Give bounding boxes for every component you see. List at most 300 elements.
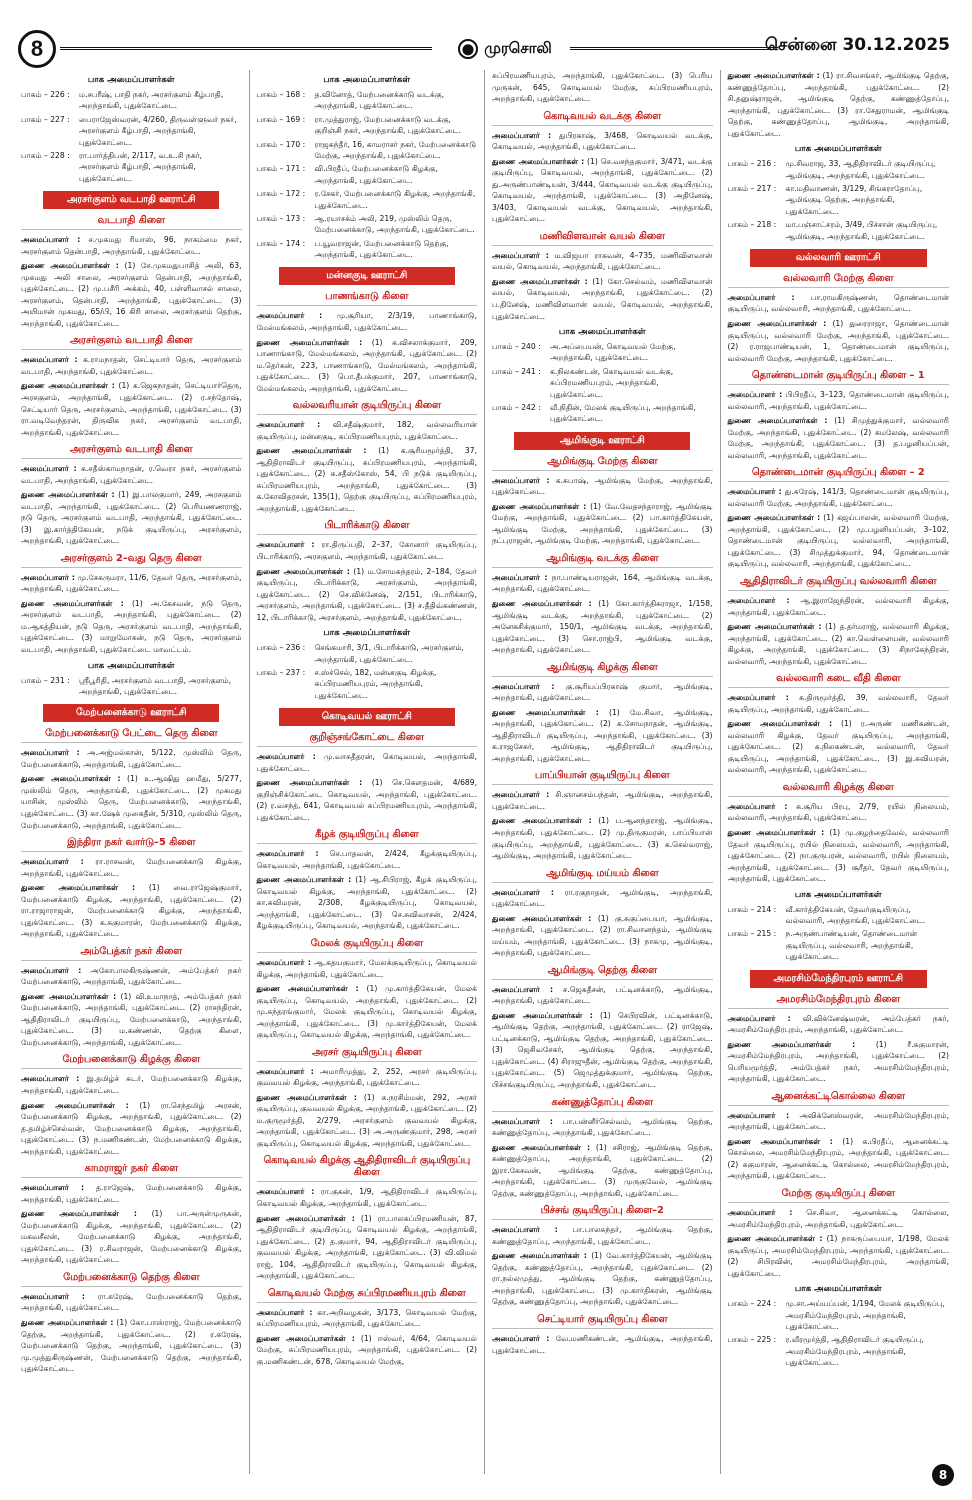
branch-title: செட்டியார் குடியிருப்பு கிளை [492,1314,713,1329]
ward-number: பாகம் – 173 : [256,213,306,223]
panchayat-banner: மேற்பனைக்காடு ஊராட்சி [43,704,219,722]
member-entry [728,1013,950,1036]
entry-text: மு.சேகருமரா, 11/6, தேவர் தெரு, அரசர்குளம், அறந்தாங்கி, புதுக்கோட்டை. [21,572,242,594]
ward-member: ராஜசுந்தீர், 16, காமராசர் நகர், மேற்பனைக்காடு மேற்கு, அறந்தாங்கி, புதுக்கோட்டை. [314,139,477,160]
page-number-footer [932,1464,954,1486]
member-entry [728,827,950,885]
ward-number: பாகம் – 226 : [21,90,70,99]
entry-text: வி.சதீஷ்குமார், 182, வல்லவரியான் குடியிருப்பு, மன்னகுடி, சுப்பிரமணியபுரம், புதுக்கோட்டை. [256,420,477,441]
member-entry [257,1186,478,1209]
entry-role-label: துணை அமைப்பாளர்கள் : [492,1251,587,1261]
ward-member: ஆ.ரயாசக்ம் அலி, 219, முஸ்லிம் தெரு, மேற்பனைக்காடு, அறந்தாங்கி, புதுக்கோட்டை. [314,213,475,235]
entry-text: சி.ஞானசம்பந்தன், ஆமிங்குடி, அறந்தாங்கி, புதுக்கோட்டை. [492,790,713,811]
entry-role-label: அமைப்பாளர் : [21,355,78,365]
ward-number: பாகம் – 228 : [21,150,70,160]
member-entry [728,318,950,364]
branch-title: பாப்பியான் குடியிருப்பு கிளை [492,770,713,785]
ward-row [257,213,478,236]
entry-role-label: துணை அமைப்பாளர்கள் : [492,156,585,166]
member-entry [21,260,242,329]
member-entry [21,380,242,438]
entry-role-label: அமைப்பாளர் : [727,801,788,811]
entry-role-label: துணை அமைப்பாளர்கள் : [21,490,115,500]
member-entry [492,1116,713,1139]
ward-number: பாகம் – 217 : [727,183,777,193]
branch-title: மேற்கு குடியிருப்பு கிளை [728,1188,950,1203]
entry-role-label: அமைப்பாளர் : [256,1066,314,1076]
ward-member: ர.வீரமூர்த்தி, ஆதிதிராவிடர் குடியிருப்பு, அமரசிம்மேந்திரபுரம், அறந்தாங்கி, புதுக்கோட்டை. [785,1335,924,1368]
entry-text: (1) வை.ராஜேஷ்குமார், மேற்பனைக்காடு கிழக்கு, அறந்தாங்கி, புதுக்கோட்டை. (2) ரா.ராஜாராஜன், மேற்பனைக்காடு கிழக்கு, அறந்தாங்கி, புதுக்கோட்டை. (3) க.சுகுமாரன், மேற்பனைக்காடு கிழக்கு, அறந்தாங்கி, புதுக்கோட்டை. [21,883,242,939]
ward-row [257,642,478,665]
member-entry [21,1182,242,1205]
branch-title: இந்திரா நகர் வார்டு–5 கிளை [21,837,242,852]
member-entry [257,1092,478,1150]
entry-text: (1) கோ.பாஸ்ராஜ், மேற்பனைக்காடு தெற்கு, அறந்தாங்கி, புதுக்கோட்டை. (2) ர.கரேஷ், மேற்பனைக்காடு தெற்கு, அறந்தாங்கி, புதுக்கோட்டை. (3) மு.முத்துகிருஷ்ணன், மேற்பனைக்காடு தெற்கு, அறந்தாங்கி, புதுக்கோட்டை. [21,1317,242,1374]
entry-text: அவிக்னேஸ்வரன், அமரசிம்மேந்திரபுரம், அறந்தாங்கி, புதுக்கோட்டை. [727,1110,949,1132]
ward-number: பாகம் – 172 : [256,189,306,199]
member-entry [728,389,950,412]
branch-title: தொண்டைமான் குடியிருப்பு கிளை – 1 [728,370,950,385]
entry-text: (1) வி.உமாநாத், அம்பேத்கர் நகர் மேற்பனைக்காடு, அறந்தாங்கி, புதுக்கோட்டை. (2) ராசந்திரன், ஆதிதிராவிடர் குடியிருப்பு, மேற்பனைக்காடு, அறந்தாங்கி, புதுக்கோட்டை. (3) ம.கண்ணன், தெற்கு கிளை, மேற்பனைக்காடு, அறந்தாங்கி, புதுக்கோட்டை. [21,991,242,1047]
ward-row [257,114,478,137]
branch-title: பாணங்காடு கிளை [257,291,478,306]
branch-title: வல்லவாரி மேற்கு கிளை [728,273,950,288]
ward-row [728,219,950,242]
entry-role-label: அமைப்பாளர் : [256,958,311,968]
member-entry [21,856,242,879]
ward-row [728,183,950,217]
member-entry [257,751,478,774]
masthead-rule-right [570,47,778,50]
branch-title: வல்லவாரி கடை வீதி கிளை [728,673,950,688]
entry-text: பா.பன்னீர்செல்வம், ஆமிங்குடி தெற்கு, கண்ணுத்தோப்பு, அறந்தாங்கி, புதுக்கோட்டை. [492,1116,713,1138]
entry-role-label: துணை அமைப்பாளர்கள் : [21,261,119,271]
entry-role-label: துணை அமைப்பாளர்கள் : [256,778,363,788]
member-entry [21,965,242,988]
entry-text: (1) ஆ.சிபிராஜ், கீழக் குடியிருப்பு, கொடிவயல் கிழக்கு, அறந்தாங்கி, புதுக்கோட்டை. (2) கா.சுவிமரன், 2/308, கீழக்குடியிருப்பு, கொடிவயல், அறந்தாங்கி, புதுக்கோட்டை. (3) செ.சுவிவாசன், 2/424, கீழக்குடியிருப்பு, கொடிவயல், அறந்தாங்கி, புதுக்கோட்டை. [256,875,477,931]
member-entry [21,773,242,831]
entry-role-label: துணை அமைப்பாளர்கள் : [21,1100,129,1110]
ward-number: பாகம் – 231 : [21,675,70,685]
ward-row [728,1298,950,1332]
entry-role-label: அமைப்பாளர் : [492,887,554,897]
entry-role-label: துணை அமைப்பாளர்கள் : [492,707,599,717]
entry-text: மு.வாசுதீதரன், கொடிவயல், அறந்தாங்கி, புதுக்கோட்டை. [256,752,477,773]
ward-member: கா.மதிவாணன், 3/129, சிங்கராதோப்பு, ஆமிங்குடி தெற்கு, அறந்தாங்கி, புதுக்கோட்டை. [785,183,923,216]
entry-text: (1) க.ஜெகநாதன், செட்டியார்தெரு, அரசகுளம், அறந்தாங்கி, புதுக்கோட்டை. (2) ர.சந்தோஷ், செட்டியார் தெரு, அரசர்குளம், அறந்தாங்கி, புதுக்கோட்டை. (3) ரா.வடிவேந்தரன், திருவிக நகர், அரசர்குளம் வடபாதி, அறந்தாங்கி, புதுக்கோட்டை. [21,381,242,437]
branch-title: அரசர்குளம் வடபாதி கிளை [21,335,242,350]
entry-text: (1) சசிராஜ், ஆமிங்குடி தெற்கு, கண்ணுத்தோப்பு, அறந்தாங்கி, புதுக்கோட்டை. (2) இரா.கேசவன், ஆமிங்குடி தெற்கு, கண்ணுத்தோப்பு, அறந்தாங்கி, புதுக்கோட்டை. (3) முருகுவேல், ஆமிங்குடி தெற்கு, கண்ணுத்தோப்பு, அறந்தாங்கி, புதுக்கோட்டை. [492,1142,713,1198]
entry-role-label: அமைப்பாளர் : [21,857,84,867]
ward-row [492,402,713,425]
entry-role-label: அமைப்பாளர் : [21,1291,85,1301]
entry-role-label: துணை அமைப்பாளர்கள் : [21,1317,114,1327]
member-entry [728,1207,950,1230]
ward-member: வீ.நிதின், மேலக் குடியிருப்பு, அறந்தாங்கி, புதுக்கோட்டை. [550,402,696,424]
entry-role-label: துணை அமைப்பாளர்கள் : [492,1142,591,1152]
entry-role-label: அமைப்பாளர் : [256,752,316,762]
ward-list [257,89,478,260]
entry-role-label: துணை அமைப்பாளர்கள் : [492,913,592,923]
branch-title: தொண்டைமான் குடியிருப்பு கிளை – 2 [728,467,950,482]
ward-number: பாகம் – 227 : [21,114,70,124]
entry-role-label: அமைப்பாளர் : [727,596,790,606]
entry-role-label: அமைப்பாளர் : [492,250,549,260]
entry-text: ரா.குகன், 1/9, ஆதிதிராவிடர் குடியிருப்பு, கொடிவயல் கிழக்கு, அறந்தாங்கி, புதுக்கோட்டை. [256,1187,478,1208]
member-entry [257,957,478,980]
entry-role-label: அமைப்பாளர் : [727,1013,791,1023]
branch-title: அரசர்குளம் வடபாதி கிளை [21,444,242,459]
column-2 [250,70,486,1474]
entry-text: (1) ம.சோமசுந்தரம், 2–184, தேவர் குடியிருப்பு, பிடாரிக்காடு, அரசர்குளம், அறந்தாங்கி, புதுக்கோட்டை. (2) செ.விக்னேஷ், 2/151, பிடாரிக்காடு, அரசர்குளம், அறந்தாங்கி, புதுக்கோட்டை. (3) ச.தீதிவ்கண்ணன், 12, பிடாரிக்காடு, அரசர்குளம், அறந்தாங்கி, புதுக்கோட்டை. [256,566,478,622]
entry-role-label: துணை அமைப்பாளர்கள் : [492,599,592,609]
entry-text: செ.சிவா, ஆனைக்கட்டி கொல்லை, அமரசிம்மேந்திரபுரம், அறந்தாங்கி, புதுக்கோட்டை. [727,1207,949,1229]
entry-text: பா.ராமகிருஷ்ணன், தொண்டைமான் குடியிருப்பு, வல்லவாரி, அறந்தாங்கி, புதுக்கோட்டை. [727,292,949,314]
branch-title: வல்லவரியான் குடியிருப்பு கிளை [257,400,478,415]
member-entry [728,692,950,715]
entry-role-label: துணை அமைப்பாளர்கள் : [492,1010,593,1020]
ward-row [492,341,713,364]
member-entry [492,276,713,322]
ward-member: ர.சேகர், மேற்பனைக்காடு கிழக்கு, அறந்தாங்கி, புதுக்கோட்டை. [314,189,476,210]
entry-text: (1) நாகருப்பையா, 1/198, மேலக் குடியிருப்பு, அமரசிம்மேந்திரபுரம், அறந்தாங்கி, புதுக்கோட்டை. (2) சிபிரவின், அமரசிம்மேந்திரபுரம், அறந்தாங்கி, புதுக்கோட்டை. [727,1234,950,1278]
member-entry [492,707,713,765]
ward-list [21,89,242,184]
ward-row [492,366,713,400]
entry-role-label: துணை அமைப்பாளர்கள் : [727,71,820,80]
member-entry [21,572,242,595]
member-entry [21,1208,242,1266]
branch-title: கொடிவயல் மேற்கு சுப்பிரமணியபுரம் கிளை [257,1288,478,1303]
entry-text: (1) க.சூரியமூர்த்தி, 37, ஆதிதிராவிடர் குடியிருப்பு, சுப்பிரமணியபுரம், அறந்தாங்கி, புதுக்கோட்டை. (2) க.சதீஸ்கோஸ், 54, பி நடுக் குடியிருப்பு, சுப்பிரமணியபுரம், அறந்தாங்கி, புதுக்கோட்டை. (3) க.கோவிதரசன், 135(1), தெற்கு குடியிருப்பு, சுப்பிரமணியபுரம், அறந்தாங்கி, புதுக்கோட்டை. [256,446,477,513]
entry-role-label: துணை அமைப்பாளர்கள் : [727,416,828,426]
entry-text: (1) க.விசலாக்குமார், 209, பாணாங்காடு, மேல்மங்கலம், அறந்தாங்கி, புதுக்கோட்டை. (2) ம.தெர்கன், 223, பாணாங்காடு, மேல்மங்கலம், அறந்தாங்கி, புதுக்கோட்டை. (3) பொ.தீபக்குமார், 207, பாணாங்காடு, மேல்மங்கலம், அறந்தாங்கி, புதுக்கோட்டை. [256,337,477,393]
masthead-title [440,36,570,62]
footer-page-number: 8 [938,1468,948,1482]
ward-member: அ.அப்பையன், கொடிவயல் மேற்கு, அறந்தாங்கி, புதுக்கோட்டை. [550,342,676,363]
entry-text: (1) மே.சிவா, ஆமிங்குடி, அறந்தாங்கி, புதுக்கோட்டை. (2) க.சோமநாதன், ஆமிங்குடி, ஆதிதிராவிடர் குடியிருப்பு, அறந்தாங்கி, புதுக்கோட்டை. (3) க.ராஜசேகர், ஆமிங்குடி, ஆதிதிராவிடர் குடியிருப்பு, அறந்தாங்கி, புதுக்கோட்டை. [492,707,713,763]
member-entry [492,1333,713,1356]
entry-role-label: துணை அமைப்பாளர்கள் : [21,1209,137,1219]
ward-number: பாகம் – 237 : [256,667,306,677]
entry-role-label: அமைப்பாளர் : [492,984,554,994]
section-heading: பாக அமைப்பாளர்கள் [87,660,175,671]
ward-member: பைராஜேஸ்வரன், 4/260, திருவள்ளுவர் நகர், அரசர்குளம் கீழ்பாதி, அறந்தாங்கி, புதுக்கோட்டை. [79,114,237,147]
member-entry [492,501,713,547]
member-entry [728,70,950,139]
ward-number: பாகம் – 169 : [256,114,306,124]
ward-member: த.வினோத், மேற்பனைக்காடு வடக்கு, அறந்தாங்கி, புதுக்கோட்டை. [314,90,445,111]
entry-text: (1) சு.நரசிம்மன், 292, அரசர் குடியிருப்பு, குவவயல் கிழக்கு, அறந்தாங்கி, புதுக்கோட்டை. (2) ம.குருமூர்த்தி, 2/279, அரசர்குளம் குவவயல் கிழக்கு, அறந்தாங்கி, புதுக்கோட்டை. (3) அ.அருண்குமார், 298, அரசர் குடியிருப்பு, கொடிவயல் கிழக்கு, அறந்தாங்கி, புதுக்கோட்டை. [256,1092,477,1148]
entry-role-label: துணை அமைப்பாளர்கள் : [21,883,136,893]
member-entry [21,1317,242,1375]
branch-title: பிடாரிக்காடு கிளை [257,520,478,535]
ward-row [21,89,242,112]
member-entry [21,1073,242,1096]
member-entry [492,1250,713,1308]
entry-text: (1) செ.வசந்தகுமார், 3/471, வடக்கு குடியிருப்பு, கொடிவயல், அறந்தாங்கி, புதுக்கோட்டை. (2) து.அருண்பாண்டியன், 3/444, கொடிவயல் வடக்கு குடியிருப்பு, கொடிவயல், அறந்தாங்கி, புதுக்கோட்டை. (3) அதினேஷ், 3/403, கொடிவயல் வடக்கு, கொடிவயல், அறந்தாங்கி, புதுக்கோட்டை. [492,156,713,224]
entry-role-label: அமைப்பாளர் : [727,1110,790,1120]
member-entry [257,1213,478,1282]
entry-text: (1) ர.அருண் மணிகண்டன், வல்லவாரி கிழக்கு, தேவர் குடியிருப்பு, அறந்தாங்கி, புதுக்கோட்டை. (2) க.நிலகண்டன், வல்லவாரி, தேவர் குடியிருப்பு, அறந்தாங்கி, புதுக்கோட்டை. (3) இ.சுவியரன், வல்லவாரி, அறந்தாங்கி, புதுக்கோட்டை. [727,719,949,775]
ward-member: செங்கமாரி, 3/1, பிடாரிக்காடு, அரசர்குளம், அறந்தாங்கி, புதுக்கோட்டை. [314,643,464,664]
entry-text: செ.பாதவன், 2/424, கீழக்குடியிருப்பு, கொடிவயல், அறந்தாங்கி, புதுக்கோட்டை. [256,849,478,870]
entry-text: க.சுபாஷ், ஆமிங்குடி மேற்கு, அறந்தாங்கி, புதுக்கோட்டை. [492,475,713,497]
entry-text: (1) ரா.செந்தமிழ் அரசன், மேற்பனைக்காடு கிழக்கு, அறந்தாங்கி, புதுக்கோட்டை. (2) த.தமிழ்ச்செல்வன், மேற்பனைக்காடு கிழக்கு, அறந்தாங்கி, புதுக்கோட்டை. (3) ந.மணிகண்டன், மேற்பனைக்காடு கிழக்கு, அறந்தாங்கி, புதுக்கோட்டை. [21,1100,242,1156]
section-heading: பாக அமைப்பாளர்கள் [323,628,411,639]
entry-text: (1) மு.கார்த்திகேயன், மேலக் குடியிருப்பு, கொடிவயல், அறந்தாங்கி, புதுக்கோட்டை. (2) மு.சுந்தரங்குமார், மேலக் குடியிருப்பு, கொடிவயல் கிழக்கு, அறந்தாங்கி, புதுக்கோட்டை. (3) மு.கார்த்திகேயன், மேலக் குடியிருப்பு, கொடிவயல் கிழக்கு, அறந்தாங்கி, புதுக்கோட்டை. [256,984,477,1040]
member-entry [21,234,242,257]
entry-role-label: துணை அமைப்பாளர்கள் : [492,501,587,511]
ward-member: வீ.கார்த்திகேயன், தேவர்குடியிருப்பு, வல்லவாரி, அறந்தாங்கி, புதுக்கோட்டை. [785,904,925,926]
ward-list [728,904,950,963]
entry-text: ரா.திருப்பதி, 2–37, கோனார் குடியிருப்பு, பிடாரிக்காடு, அரசகுளம், அறந்தாங்கி, புதுக்கோட்டை. [256,540,477,561]
entry-text: (1) உ.ஆஷிது ஹமீது, 5/277, முஸ்லிம் தெரு, அறந்தாங்கி, புதுக்கோட்டை. (2) முகமது யாசின், முஸ்லிம் தெரு, மேற்பனைக்காடு, அறந்தாங்கி, புதுக்கோட்டை. (3) கா.ஷேக் முகைதீன், 5/310, முஸ்லிம் தெரு, மேற்பனைக்காடு, அறந்தாங்கி, புதுக்கோட்டை. [21,774,242,830]
member-entry [492,913,713,959]
ward-list [257,642,478,701]
entry-role-label: அமைப்பாளர் : [492,572,548,582]
ward-row [21,150,242,184]
entry-text: (1) சே.முகமதுபாசித் அலி, 63, முகமது அலி சாலை, அரசர்குளம் தென்பாதி, அறந்தாங்கி, புதுக்கோட்டை. (2) மு.பசீரி அக்கம், 40, பள்ளிவாசல் சாலை, அரசர்குளம், தென்பாதி, அறந்தாங்கி, புதுக்கோட்டை. (3) அயிமான் முகமது, 65/பி, 16 கிரி சாலை, அரசர்குளம் தெற்கு, அறந்தாங்கி, புதுக்கோட்டை. [21,261,242,328]
ward-number: பாகம் – 174 : [256,238,306,248]
ward-row [728,904,950,927]
entry-role-label: அமைப்பாளர் : [492,1333,550,1343]
entry-text: (1) கோ.கார்த்திகராஜா, 1/158, ஆமிங்குடி வடக்கு, அறந்தாங்கி, புதுக்கோட்டை. (2) அனேகசிக்குமார், 150/1, ஆமிங்குடி வடக்கு, அறந்தாங்கி, புதுக்கோட்டை. (3) சொ.ராஜ்பி, ஆமிங்குடி வடக்கு, அறந்தாங்கி, புதுக்கோட்டை. [492,599,713,655]
entry-role-label: அமைப்பாளர் : [21,572,75,582]
member-entry [257,445,478,514]
branch-title: கொடிவயல் கிழக்கு ஆதிதிராவிடர் குடியிருப்பு கிளை [257,1155,478,1182]
entry-role-label: அமைப்பாளர் : [256,311,323,321]
entry-role-label: அமைப்பாளர் : [492,1116,553,1126]
entry-text: கா.அறிவழகன், 3/173, கொடிவயல் மேற்கு, சுப்பிரமணியபுரம், அறந்தாங்கி, புதுக்கோட்டை. [256,1307,477,1329]
member-entry [728,1233,950,1279]
branch-title: கொடிவயல் வடக்கு கிளை [492,111,713,126]
branch-title: ஆமிங்குடி தெற்கு கிளை [492,965,713,980]
entry-text: பா.பாலசுந்தர், ஆமிங்குடி தெற்கு, கண்ணுத்தோப்பு, அறந்தாங்கி, புதுக்கோட்டை. [492,1225,713,1246]
entry-text: த.ராஜேஷ், மேற்பனைக்காடு கிழக்கு, அறந்தாங்கி, புதுக்கோட்டை. [21,1183,242,1204]
ward-number: பாகம் – 216 : [727,159,777,169]
entry-role-label: துணை அமைப்பாளர்கள் : [256,984,359,994]
rising-sun-logo-icon [458,39,478,59]
entry-role-label: துணை அமைப்பாளர்கள் : [256,1333,355,1343]
member-entry [492,789,713,812]
branch-title: பிச்சங் குடியிருப்பு கிளை–2 [492,1205,713,1220]
section-heading: பாக அமைப்பாளர்கள் [794,1284,882,1295]
entry-text: கு.சூரியப்பிரகாஷ் குமார், ஆமிங்குடி, அறந்தாங்கி, புதுக்கோட்டை. [492,681,713,703]
entry-role-label: அமைப்பாளர் : [492,681,555,691]
entry-text: து.சுரேஷ், 141/3, தொண்டைமான் குடியிருப்பு, வல்லவாரி மேற்கு, அறந்தாங்கி, புதுக்கோட்டை. [727,487,949,508]
entry-role-label: அமைப்பாளர் : [492,1225,558,1235]
member-entry [492,1142,713,1200]
entry-role-label: அமைப்பாளர் : [727,292,795,302]
panchayat-banner: மன்னகுடி ஊராட்சி [279,267,455,285]
member-entry [728,486,950,509]
entry-role-label: துணை அமைப்பாளர்கள் : [727,1039,856,1049]
ward-number: பாகம் – 225 : [727,1335,777,1345]
entry-text: (1) அ.கேசவன், நடு தெரு, அரசர்குளம் வடபாதி, அறந்தாங்கி, புதுக்கோட்டை. (2) ம.ஆகத்தியன், நடு தெரு, அரசர்குளம் வடபாதி, அறந்தாங்கி, புதுக்கோட்டை. (3) மாறுமோகன், நடு தெரு, அரசர்குளம் வடபாதி, அறந்தாங்கி, புதுக்கோட்டை மாவட்டம். [21,598,242,654]
entry-text: வி.விக்னேஷ்வரன், அம்பேத்கர் நகர், அமரசிம்மேந்திரபுரம், அறந்தாங்கி, புதுக்கோட்டை. [727,1013,950,1035]
member-entry [492,70,713,105]
branch-title: கீழக் குடியிருப்பு கிளை [257,829,478,844]
branch-title: காமராஜர் நகர் கிளை [21,1163,242,1178]
column-4 [721,70,957,1474]
paper-name: முரசொலி [484,39,552,57]
entry-role-label: துணை அமைப்பாளர்கள் : [256,1092,357,1102]
branch-title: வல்லவாரி கிழக்கு கிளை [728,782,950,797]
entry-role-label: துணை அமைப்பாளர்கள் : [727,513,821,523]
member-entry [728,512,950,570]
member-entry [492,598,713,656]
ward-member: மா.பஞ்சாட்சரம், 3/49, பிச்சான் குடியிருப்பு, ஆமிங்குடி, அறந்தாங்கி, புதுக்கோட்டை. [785,220,938,241]
entry-text: ம.விஜயா ராகவன், 4–735, மணிவிளவான் வயல், கொடிவயல், அறந்தாங்கி, புதுக்கோட்டை. [492,250,713,272]
ward-number: பாகம் – 218 : [727,220,777,230]
section-heading: பாக அமைப்பாளர்கள் [323,75,411,85]
member-entry [492,572,713,595]
page-number-badge [18,30,56,68]
member-entry [492,156,713,225]
member-entry [257,337,478,395]
panchayat-banner: ஆமிங்குடி ஊராட்சி [514,432,690,450]
branch-title: ஆமிங்குடி வடக்கு கிளை [492,553,713,568]
member-entry [257,848,478,871]
branch-title: மேற்பனைக்காடு பேட்டை தெரு கிளை [21,728,242,743]
entry-role-label: துணை அமைப்பாளர்கள் : [727,1136,833,1146]
ward-number: பாகம் – 236 : [256,643,306,653]
member-entry [257,983,478,1041]
section-heading: பாக அமைப்பாளர்கள் [558,327,646,338]
entry-role-label: துணை அமைப்பாளர்கள் : [492,816,592,826]
ward-member: ப.யூவராஜன், மேற்பனைக்காடு தெற்கு, அறந்தாங்கி, புதுக்கோட்டை. [314,238,449,260]
member-entry [492,1010,713,1091]
ward-number: பாகம் – 240 : [492,342,541,352]
entry-text: மு.சூரியா, 2/3/19, பாணாங்காடு, மேல்மங்கலம், அறந்தாங்கி, புதுக்கோட்டை. [256,311,478,332]
entry-text: அகோபாலகிருஷ்ணன், அம்பேத்கர் நகர் மேற்பனைக்காடு, அறந்தாங்கி, புதுக்கோட்டை. [21,965,242,987]
branch-title: ஆதிதிராவிடர் குடியிருப்பு வல்லவாரி கிளை [728,576,950,591]
ward-list [492,341,713,425]
member-entry [21,1100,242,1158]
ward-member: ரா.முத்துராஜ், மேற்பனைக்காடு வடக்கு, குறிஞ்சி நகர், அறந்தாங்கி, புதுக்கோட்டை. [314,114,461,136]
entry-text: (1) கஜய்பாலன், வல்லவாரி மேற்கு, அறந்தாங்கி, புதுக்கோட்டை. (2) மு.பழனியப்பன், 3–102, தொண்டைமான் குடியிருப்பு, வல்லவாரி, அறந்தாங்கி, புதுக்கோட்டை. (3) சிமுத்துக்குமார், 94, தொண்டைமான் குடியிருப்பு, வல்லவாரி, அறந்தாங்கி, புதுக்கோட்டை. [727,513,950,569]
entry-role-label: அமைப்பாளர் : [492,475,550,485]
ward-list [21,675,242,698]
page-number: 8 [30,36,44,61]
member-entry [257,310,478,333]
branch-title: அரசர் குடியிருப்பு கிளை [257,1047,478,1062]
entry-text: (1) துரைராஜா, தொண்டைமான் குடியிருப்பு, வல்லவாரி மேற்கு, அறந்தாங்கி, புதுக்கோட்டை. (2) ர.ராஜபாண்டியன், 1, தொண்டைமான் குடியிருப்பு, வல்லவாரி மேற்கு, அறந்தாங்கி, புதுக்கோட்டை. [727,318,950,363]
entry-role-label: துணை அமைப்பாளர்கள் : [727,827,825,837]
branch-title: ஆமிங்குடி மேற்கு கிளை [492,456,713,471]
member-entry [492,815,713,861]
branch-title: வடபாதி கிளை [21,215,242,230]
entry-role-label: அமைப்பாளர் : [492,790,550,800]
branch-title: மணிவிளவான் வயல் கிளை [492,231,713,246]
member-entry [728,415,950,461]
member-entry [21,489,242,547]
entry-role-label: அமைப்பாளர் : [21,464,77,474]
branch-title: ஆனைக்கட்டிகொல்லை கிளை [728,1091,950,1106]
entry-role-label: அமைப்பாளர் : [492,130,552,140]
ward-number: பாகம் – 242 : [492,402,541,412]
entry-role-label: துணை அமைப்பாளர்கள் : [256,875,352,885]
entry-text: க.சதீஸ்காமநாதன், ர.வெரா நகர், அரசர்குளம் வடபாதி, அறந்தாங்கி, புதுக்கோட்டை. [21,464,242,485]
entry-role-label: துணை அமைப்பாளர்கள் : [256,446,367,456]
entry-text: ச.ஜெகதீசன், பட்டினக்காடு, ஆமிங்குடி, அறந்தாங்கி, புதுக்கோட்டை. [492,984,713,1006]
ward-number: பாகம் – 241 : [492,366,541,376]
branch-title: மேற்பனைக்காடு கிழக்கு கிளை [21,1054,242,1069]
section-heading: பாக அமைப்பாளர்கள் [794,144,882,155]
member-entry [492,984,713,1007]
ward-member: மு.சிவராஜ, 33, ஆதிதிராவிடர் குடியிருப்பு, ஆமிங்குடி, அறந்தாங்கி, புதுக்கோட்டை. [785,159,936,180]
entry-text: ஆ.இராஜேந்திரன், வல்லவாரி கிழக்கு, அறந்தாங்கி, புதுக்கோட்டை. [727,596,949,617]
entry-role-label: துணை அமைப்பாளர்கள் : [21,381,115,391]
member-entry [21,991,242,1049]
member-entry [257,1066,478,1089]
entry-text: சுப்பிரமணியபுரம், அறந்தாங்கி, புதுக்கோட்டை. (3) பெரிய முருகன், 645, கொடிவயல் மேற்கு, சுப்பிரமணியபுரம், அறந்தாங்கி, புதுக்கோட்டை. [492,71,713,104]
ward-row [728,158,950,181]
entry-role-label: துணை அமைப்பாளர்கள் : [21,774,121,784]
entry-text: ரா.ராசவன், மேற்பனைக்காடு கிழக்கு, அறந்தாங்கி, புதுக்கோட்டை. [21,857,242,878]
edition-date: சென்னை 30.12.2025 [764,35,950,55]
branch-title: குறிஞ்சங்கோட்டை கிளை [257,732,478,747]
member-entry [257,419,478,442]
entry-role-label: அமைப்பாளர் : [256,420,321,430]
ward-member: ம.சபரீஷ், பாதி நகர், அரசர்குளம் கீழ்பாதி, அறந்தாங்கி, புதுக்கோட்டை. [79,90,224,111]
ward-row [21,675,242,698]
entry-role-label: அமைப்பாளர் : [21,965,82,975]
member-entry [21,882,242,940]
entry-text: வே.மணிகண்டன், ஆமிங்குடி, அறந்தாங்கி, புதுக்கோட்டை. [492,1333,713,1355]
entry-role-label: அமைப்பாளர் : [256,1307,313,1317]
section-heading: பாக அமைப்பாளர்கள் [87,75,175,85]
entry-text: (1) பா.அருள்முருகன், மேற்பனைக்காடு கிழக்கு, அறந்தாங்கி, புதுக்கோட்டை. (2) மகவசீலன், மேற்பனைக்காடு கிழக்கு, அறந்தாங்கி, புதுக்கோட்டை. (3) ர.சிவராஜன், மேற்பனைக்காடு கிழக்கு, அறந்தாங்கி, புதுக்கோட்டை. [21,1209,242,1265]
ward-number: பாகம் – 215 : [727,929,777,939]
panchayat-banner: கொடிவயல் ஊராட்சி [279,708,455,726]
entry-text: க.திருமூர்த்தி, 39, வல்லவாரி, தேவர் குடியிருப்பு, அறந்தாங்கி, புதுக்கோட்டை. [727,693,949,714]
member-entry [492,130,713,153]
ward-row [728,928,950,962]
member-entry [492,475,713,498]
entry-role-label: துணை அமைப்பாளர்கள் : [727,719,832,729]
entry-role-label: அமைப்பாளர் : [21,235,81,245]
entry-role-label: அமைப்பாளர் : [21,748,80,758]
member-entry [728,718,950,776]
entry-text: ரா.சுரேஷ், மேற்பனைக்காடு தெற்கு, அறந்தாங்கி, புதுக்கோட்டை. [21,1291,242,1313]
entry-text: (1) ரா.பாலசுப்பிரமணியன், 87, ஆதிதிராவிடர் குடியிருப்பு, கொடிவயல் கிழக்கு, அறந்தாங்கி, புதுக்கோட்டை. (2) த.குமார், 94, ஆதிதிராவிடர் குடியிருப்பு, குவவயல் கிழக்கு, அறந்தாங்கி, புதுக்கோட்டை. (3) வி.விமல் ராஜ், 104, ஆதிதிராவிடர் குடியிருப்பு, கொடிவயல் கிழக்கு, அறந்தாங்கி, புதுக்கோட்டை. [256,1213,477,1281]
member-entry [21,354,242,377]
entry-text: துபிரகாஷ், 3/468, கொடிவயல் வடக்கு, கொடிவயல், அறந்தாங்கி, புதுக்கோட்டை. [492,130,713,152]
ward-list [728,1298,950,1368]
branch-title: அம்பேத்கர் நகர் கிளை [21,946,242,961]
ward-row [257,667,478,701]
entry-text: (1) ஈஸ்வர், 4/64, கொடிவயல் மேற்கு, சுப்பிரமணியபுரம், அறந்தாங்கி, புதுக்கோட்டை. (2) கு.மணிகண்டன், 678, கொடிவயல் மேற்கு, [256,1333,477,1366]
ward-row [257,89,478,112]
entry-text: (1) மு.குழந்தைவேல், வல்லவாரி தேவர் குடியிருப்பு, ரயில் நிலையம், வல்லவாரி, அறந்தாங்கி, புதுக்கோட்டை. (2) நா.குருபரன், வல்லவாரி, ரயில் நிலையம், அறந்தாங்கி, புதுக்கோட்டை. (3) சூரீதர், தேவர் குடியிருப்பு, அறந்தாங்கி, புதுக்கோட்டை. [727,827,950,884]
entry-role-label: துணை அமைப்பாளர்கள் : [727,622,822,632]
branch-title: மேற்பனைக்காடு தெற்கு கிளை [21,1272,242,1287]
masthead [0,0,972,62]
entry-role-label: அமைப்பாளர் : [727,390,783,400]
entry-role-label: துணை அமைப்பாளர்கள் : [21,991,117,1001]
entry-text: இ.தமிழ்ச் சுடர், மேற்பனைக்காடு கிழக்கு, அறந்தாங்கி, புதுக்கோட்டை. [21,1074,242,1095]
panchayat-banner: வல்லவாரி ஊராட்சி [750,249,927,267]
section-heading: பாக அமைப்பாளர்கள் [794,889,882,900]
ward-number: பாகம் – 170 : [256,139,306,149]
ward-number: பாகம் – 214 : [727,904,777,914]
entry-role-label: துணை அமைப்பாளர்கள் : [492,276,588,286]
ward-number: பாகம் – 171 : [256,164,306,174]
entry-text: (1) இ.பாலகுமார், 249, அரசகுளம் வடபாதி, அறந்தாங்கி, புதுக்கோட்டை. (2) பெரியணணராஜ், நடு தெரு, அரசர்குளம் வடபாதி, அறந்தாங்கி, புதுக்கோட்டை. (3) இ.கார்த்திகேயன், நடுக் குடியிருப்பு, அரசர்குளம், அறந்தாங்கி, புதுக்கோட்டை. [21,490,242,546]
member-entry [21,598,242,656]
